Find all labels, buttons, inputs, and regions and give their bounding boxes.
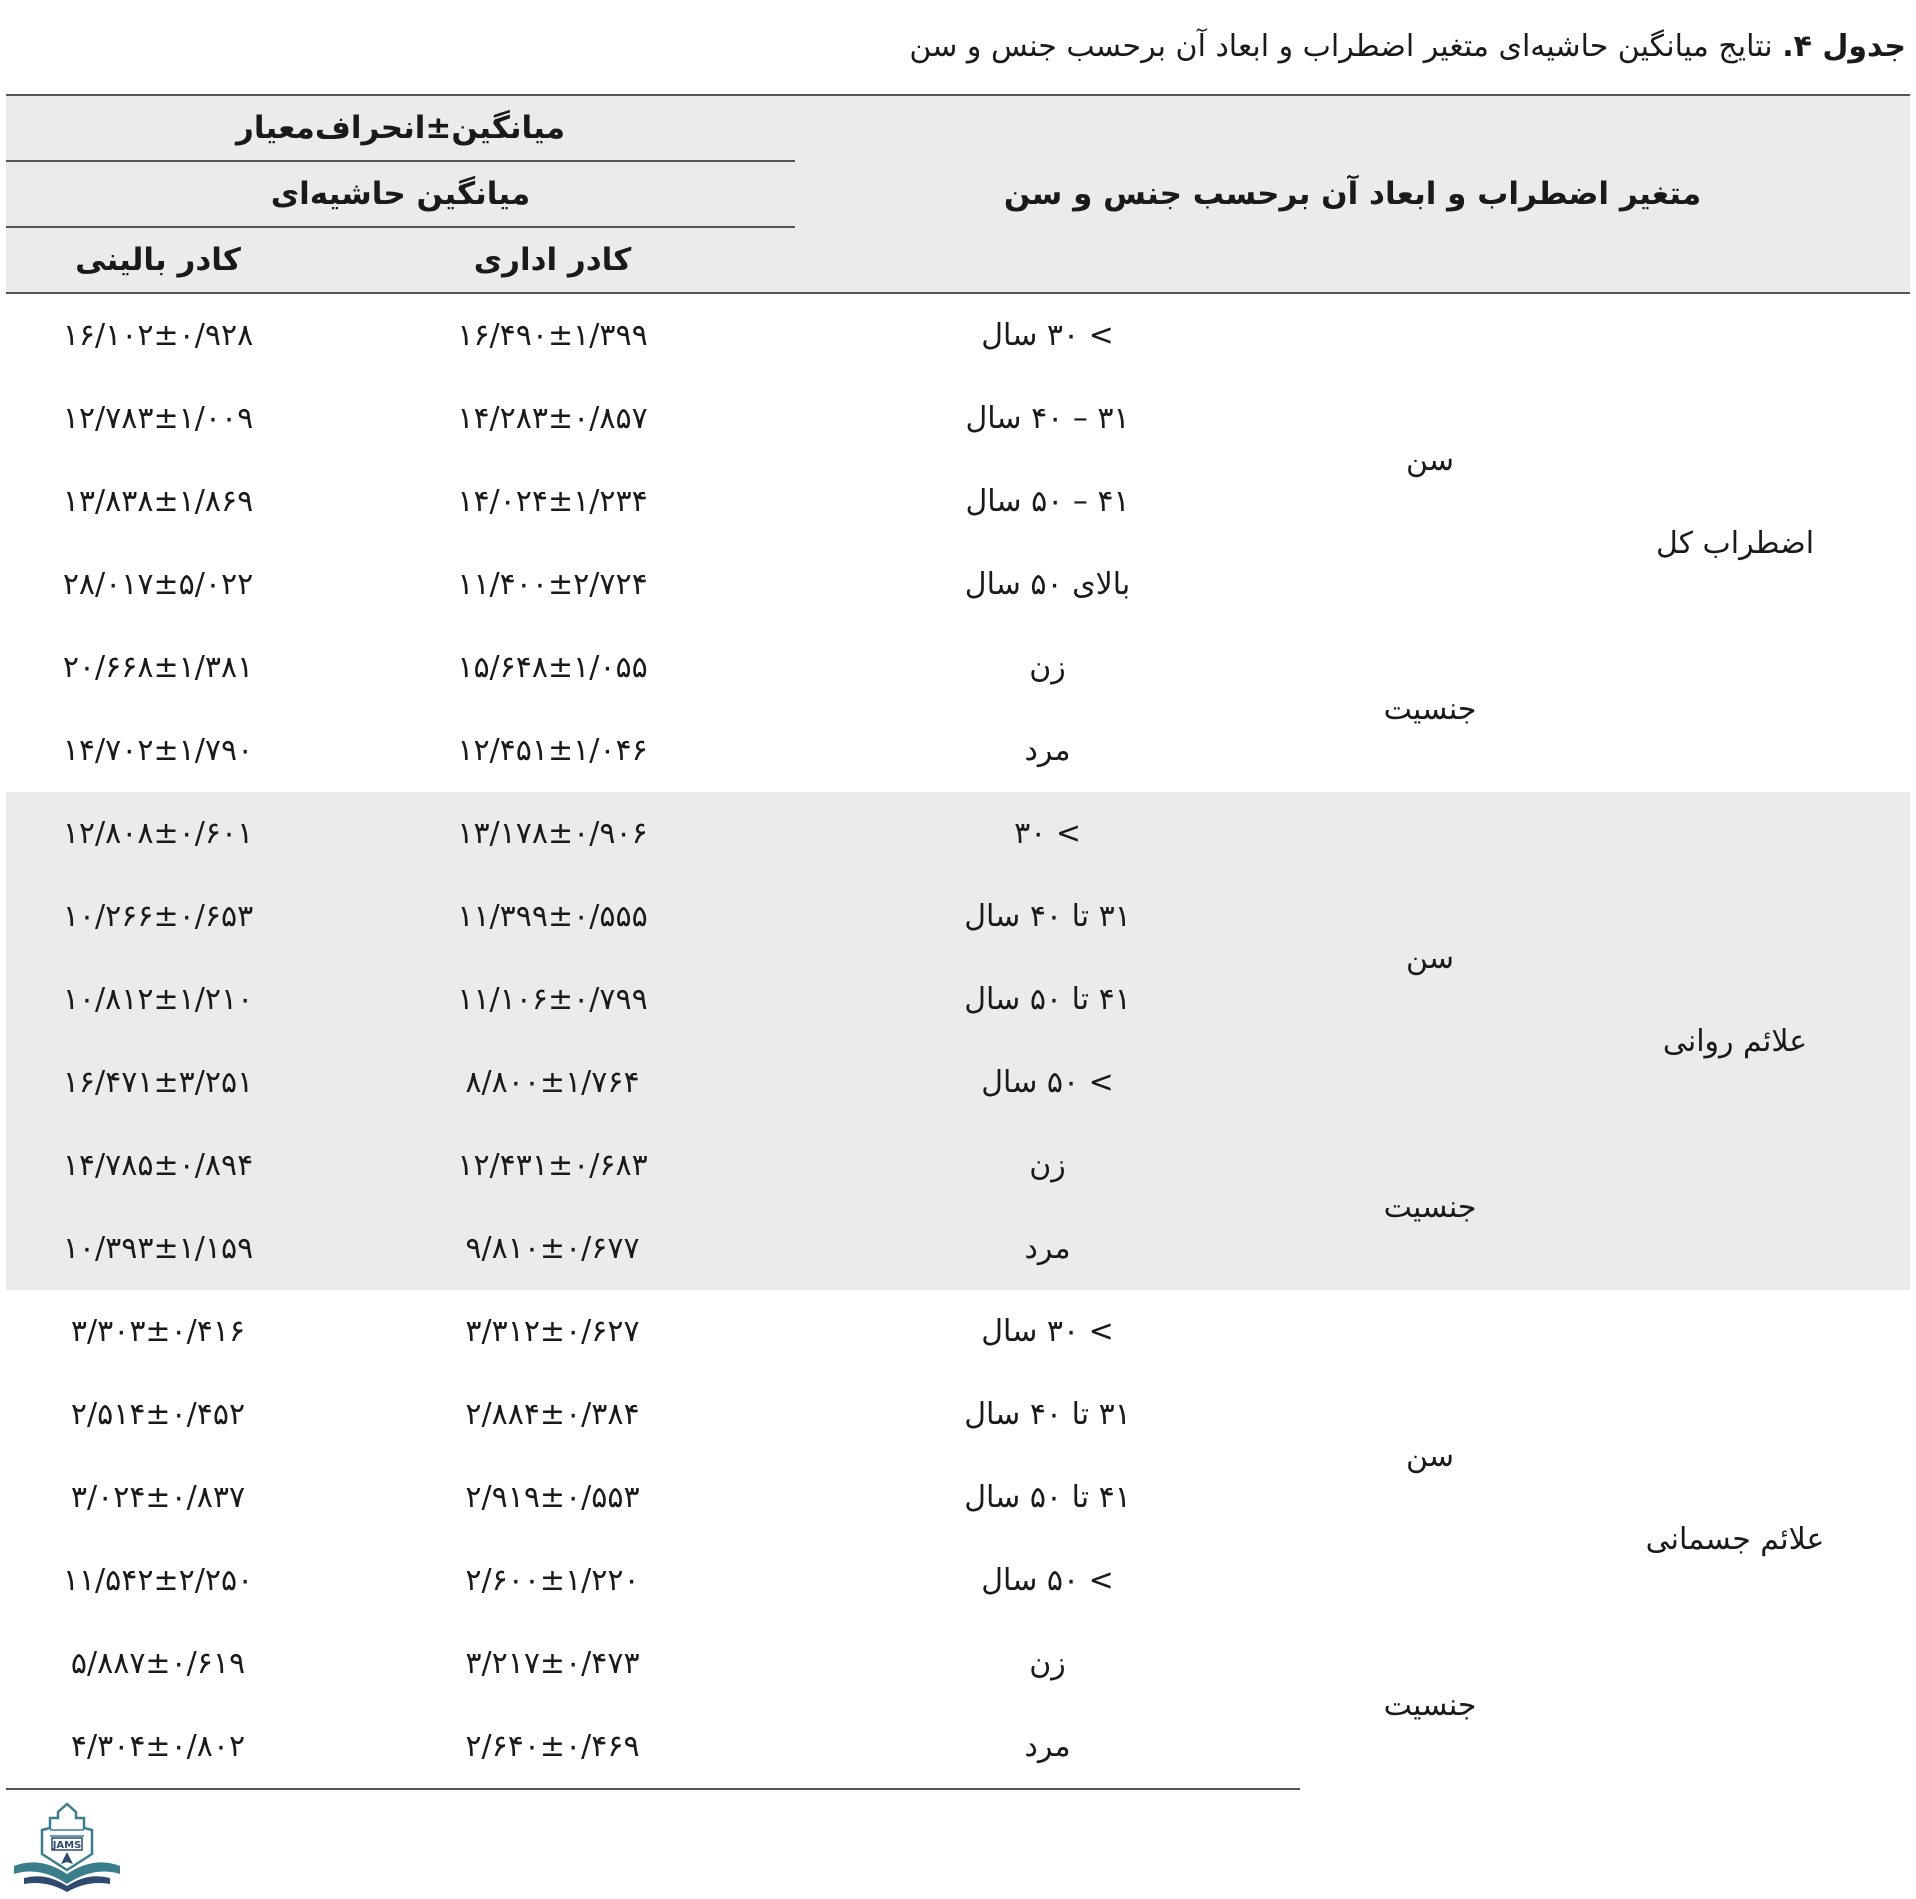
row-label: زن [1029,650,1066,685]
clinical-value: ۱۲/۸۰۸±۰/۶۰۱ [6,792,310,875]
clinical-value: ۱۴/۷۰۲±۱/۷۹۰ [62,733,254,768]
section-total-anxiety [6,293,1910,792]
section-physical-symptoms [6,1290,1910,1789]
section-psychological-symptoms [6,792,1910,1290]
logo-text: JAMS [52,1840,82,1851]
table-row [6,1290,1910,1373]
admin-value: ۱۱/۳۹۹±۰/۵۵۵ [310,875,795,958]
clinical-value: ۱۰/۸۱۲±۱/۲۱۰ [6,958,310,1041]
row-label: ۴۱ تا ۵۰ سال [964,1480,1131,1515]
admin-value: ۱۲/۴۵۱±۱/۰۴۶ [457,733,648,768]
admin-value: ۱۳/۱۷۸±۰/۹۰۶ [310,792,795,875]
clinical-value: ۲۸/۰۱۷±۵/۰۲۲ [62,567,254,602]
admin-value: ۲/۸۸۴±۰/۳۸۴ [465,1397,640,1432]
section-name: علائم جسمانی [1645,1522,1825,1557]
header-main-variable: متغیر اضطراب و ابعاد آن برحسب جنس و سن [795,95,1910,293]
clinical-value: ۵/۸۸۷±۰/۶۱۹ [70,1646,246,1681]
header-admin: کادر اداری [310,227,795,293]
row-label: زن [1029,1646,1066,1681]
row-label: زن [795,1124,1300,1207]
clinical-value: ۱۰/۲۶۶±۰/۶۵۳ [6,875,310,958]
admin-value: ۱۶/۴۹۰±۱/۳۹۹ [457,318,648,353]
row-label: ۴۱ – ۵۰ سال [965,484,1130,519]
clinical-value: ۱۶/۴۷۱±۳/۲۵۱ [6,1041,310,1124]
clinical-value: ۱۴/۷۸۵±۰/۸۹۴ [6,1124,310,1207]
row-label: مرد [795,1705,1300,1789]
row-label: > ۳۰ سال [981,318,1114,353]
admin-value: ۱۲/۴۳۱±۰/۶۸۳ [310,1124,795,1207]
row-label: ۳۱ تا ۴۰ سال [964,1397,1131,1432]
row-label: مرد [795,1207,1300,1290]
row-label: ۴۱ تا ۵۰ سال [795,958,1300,1041]
admin-value: ۱۵/۶۴۸±۱/۰۵۵ [457,650,648,685]
clinical-value: ۳/۰۲۴±۰/۸۳۷ [70,1480,246,1515]
caption-label: جدول ۴. [1782,29,1906,64]
group-name: سن [1406,442,1455,478]
admin-value: ۸/۸۰۰±۱/۷۶۴ [310,1041,795,1124]
header-mean-sd: میانگین±انحراف‌معیار [6,95,795,161]
admin-value: ۲/۹۱۹±۰/۵۵۳ [465,1480,640,1515]
clinical-value: ۱۶/۱۰۲±۰/۹۲۸ [62,318,254,353]
table-row [6,293,1910,377]
admin-value: ۳/۳۱۲±۰/۶۲۷ [465,1314,640,1349]
row-label: > ۳۰ [795,792,1300,875]
jams-journal-logo-icon [6,1800,128,1895]
group-name: سن [1300,792,1560,1124]
caption-text: نتایج میانگین حاشیه‌ای متغیر اضطراب و ابعاد آن برحسب جنس و سن [909,29,1773,64]
admin-value: ۲/۶۴۰±۰/۴۶۹ [310,1705,795,1789]
header-marginal-mean: میانگین حاشیه‌ای [6,161,795,227]
admin-value: ۹/۸۱۰±۰/۶۷۷ [310,1207,795,1290]
group-name: جنسیت [1383,691,1477,727]
logo-graphic [6,1800,128,1895]
admin-value: ۳/۲۱۷±۰/۴۷۳ [465,1646,640,1681]
row-label: > ۵۰ سال [981,1563,1114,1598]
table-caption [406,24,1906,70]
row-label: > ۳۰ سال [981,1314,1114,1349]
clinical-value: ۱۱/۵۴۲±۲/۲۵۰ [62,1563,254,1598]
header-clinical: کادر بالینی [6,227,310,293]
section-name: علائم روانی [1560,792,1910,1290]
group-name: جنسیت [1383,1688,1477,1723]
table-header [6,95,1910,293]
clinical-value: ۱۳/۸۳۸±۱/۸۶۹ [62,484,254,519]
group-name: سن [1406,1438,1455,1474]
row-label: > ۵۰ سال [795,1041,1300,1124]
section-name: اضطراب کل [1655,525,1815,561]
clinical-value: ۱۲/۷۸۳±۱/۰۰۹ [62,401,254,436]
admin-value: ۱۴/۲۸۳±۰/۸۵۷ [457,401,648,436]
clinical-value: ۱۰/۳۹۳±۱/۱۵۹ [6,1207,310,1290]
admin-value: ۱۱/۴۰۰±۲/۷۲۴ [457,567,648,602]
clinical-value: ۲/۵۱۴±۰/۴۵۲ [70,1397,246,1432]
group-name: جنسیت [1300,1124,1560,1290]
results-table [6,94,1910,1790]
clinical-value: ۳/۳۰۳±۰/۴۱۶ [70,1314,246,1349]
row-label: بالای ۵۰ سال [964,567,1131,602]
row-label: ۳۱ – ۴۰ سال [965,401,1130,436]
row-label: مرد [1024,733,1071,768]
clinical-value: ۲۰/۶۶۸±۱/۳۸۱ [62,650,254,685]
row-label: ۳۱ تا ۴۰ سال [795,875,1300,958]
table-row [6,792,1910,875]
admin-value: ۱۴/۰۲۴±۱/۲۳۴ [457,484,648,519]
clinical-value: ۴/۳۰۴±۰/۸۰۲ [6,1705,310,1789]
admin-value: ۱۱/۱۰۶±۰/۷۹۹ [310,958,795,1041]
admin-value: ۲/۶۰۰±۱/۲۲۰ [465,1563,640,1598]
